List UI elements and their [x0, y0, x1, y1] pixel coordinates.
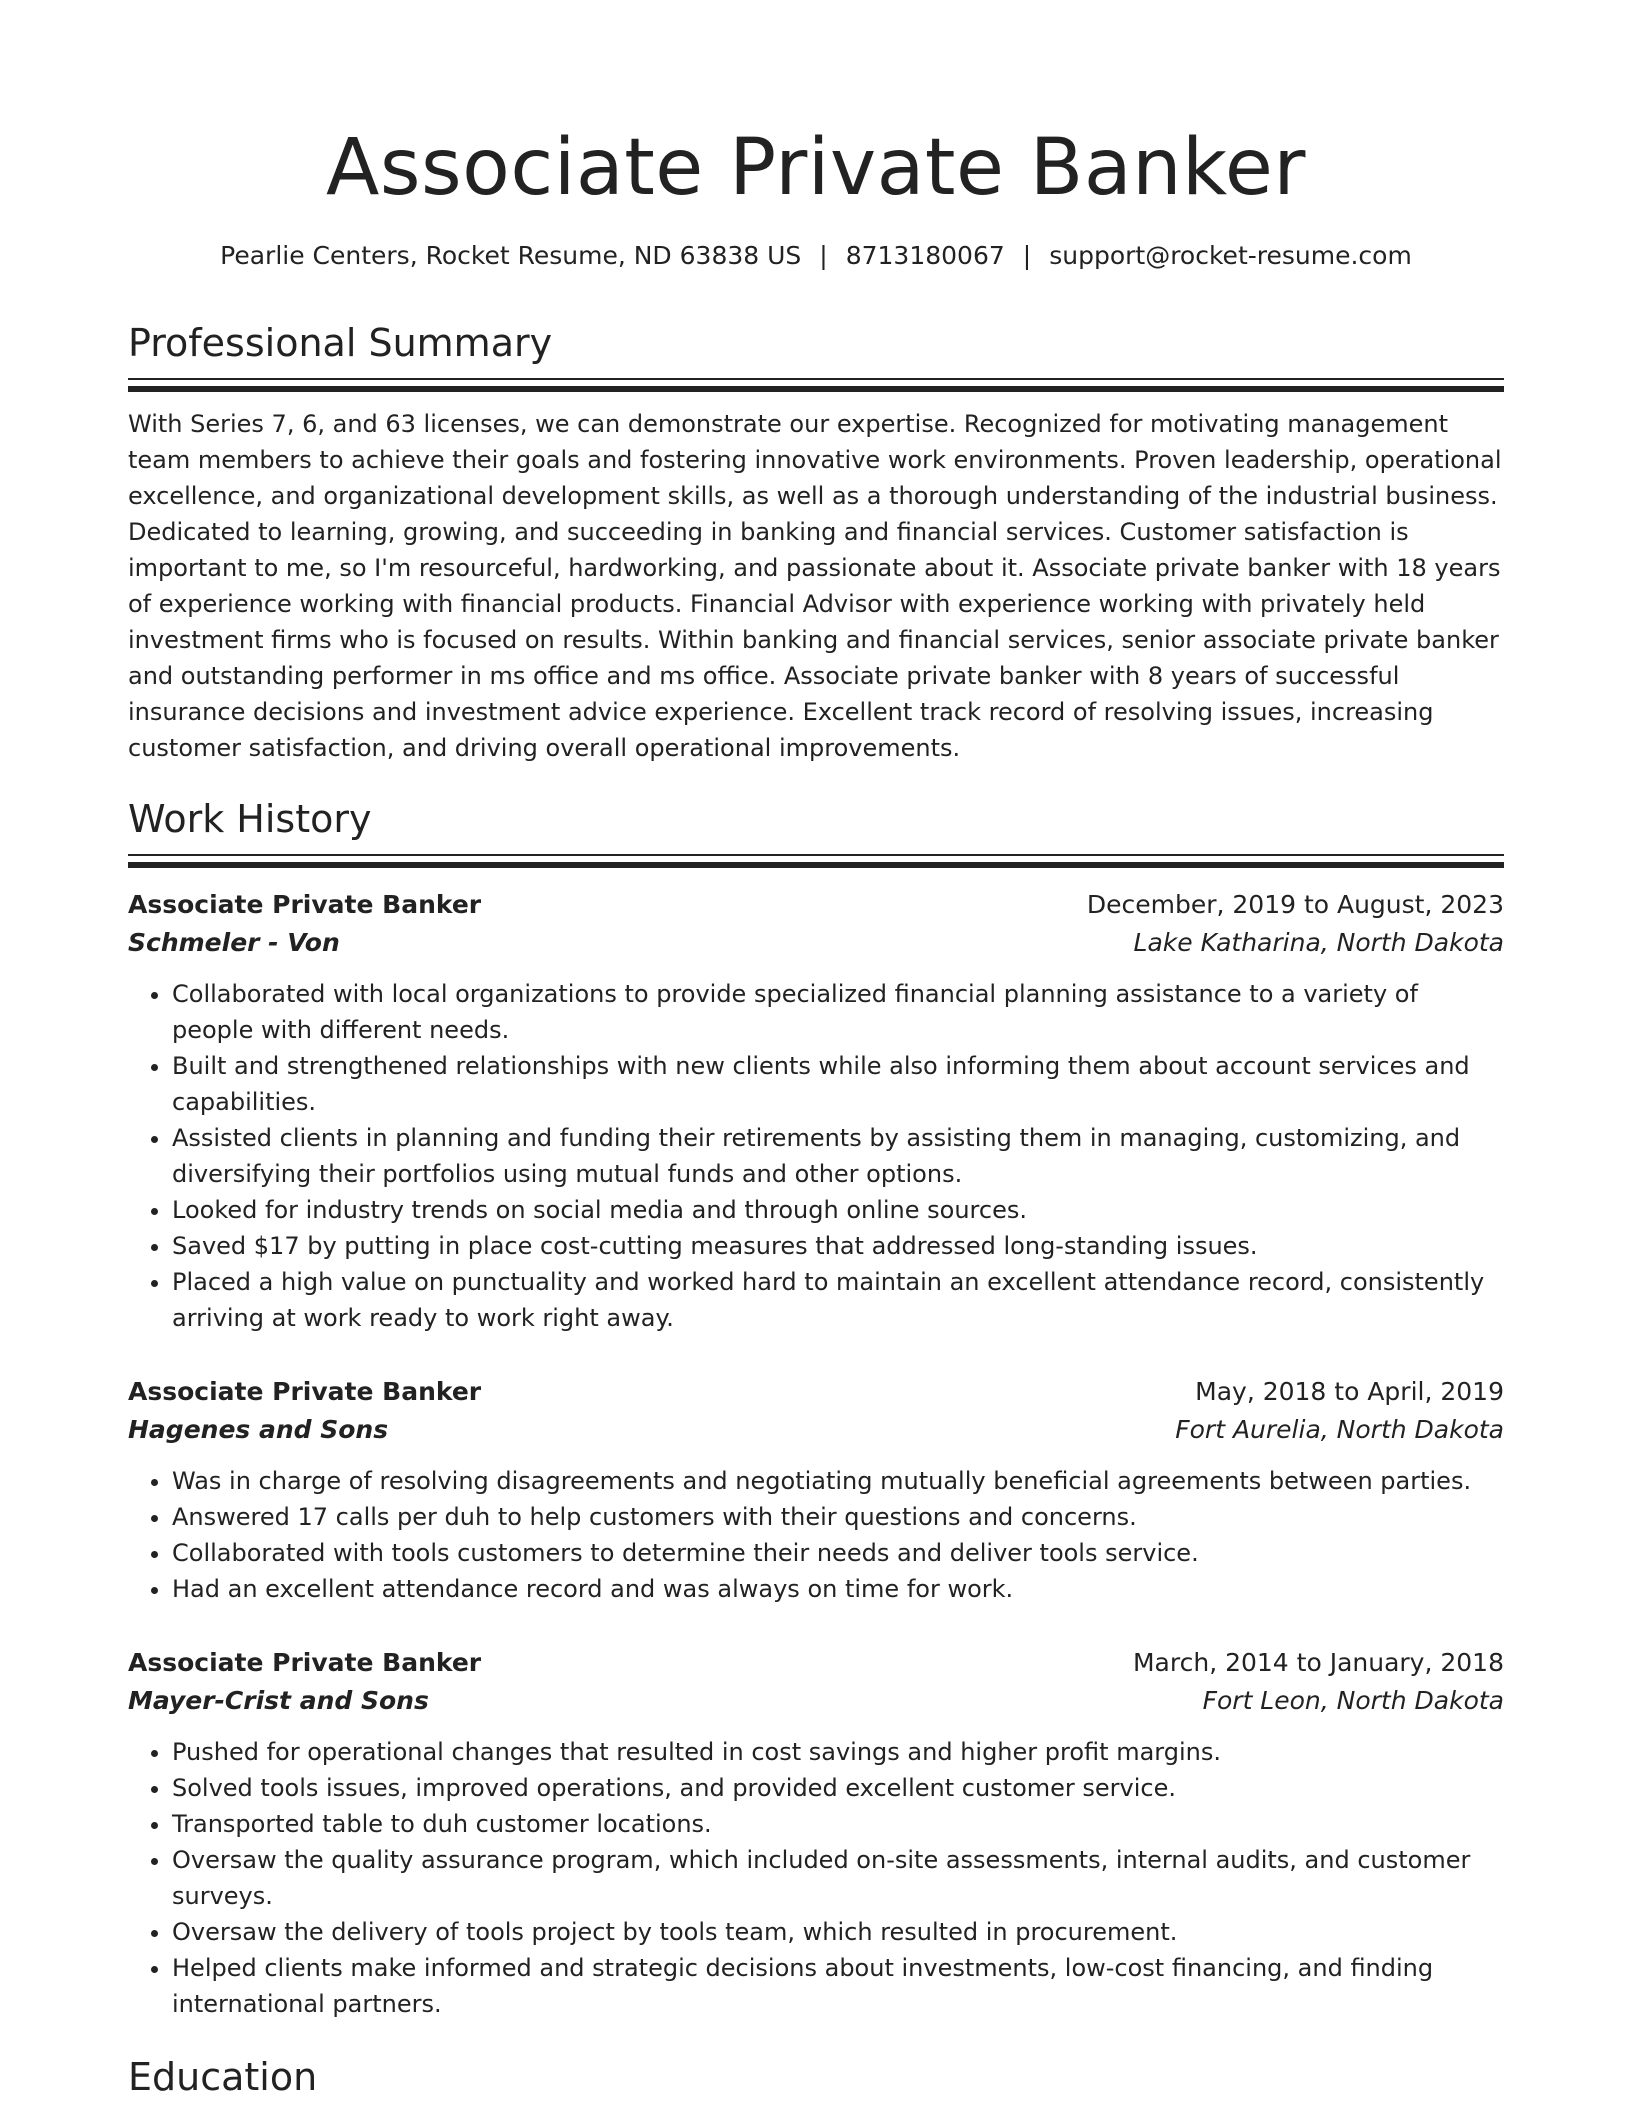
job-location: Fort Aurelia, North Dakota — [1175, 1415, 1504, 1444]
job-company: Mayer-Crist and Sons — [128, 1686, 429, 1715]
job-entry — [128, 1644, 1504, 2022]
list-item: • Answered 17 calls per duh to help customers with their questions and concerns. — [172, 1499, 1504, 1535]
job-location: Fort Leon, North Dakota — [1202, 1686, 1504, 1715]
job-bullets — [128, 1463, 1504, 1607]
education-heading: Education — [128, 2055, 318, 2099]
section-divider-thick — [128, 862, 1504, 868]
list-item: • Built and strengthened relationships with new clients while also informing them about account services and capabilities. — [172, 1048, 1504, 1120]
list-item: • Helped clients make informed and strategic decisions about investments, low-cost financing, and finding international partners. — [172, 1950, 1504, 2022]
list-item: • Pushed for operational changes that resulted in cost savings and higher profit margins. — [172, 1734, 1504, 1770]
section-divider — [128, 378, 1504, 380]
job-title: Associate Private Banker — [128, 890, 482, 919]
resume-title: Associate Private Banker — [326, 123, 1306, 213]
job-dates: December, 2019 to August, 2023 — [1086, 890, 1504, 919]
list-item: • Was in charge of resolving disagreements and negotiating mutually beneficial agreements between parties. — [172, 1463, 1504, 1499]
job-location: Lake Katharina, North Dakota — [1133, 928, 1504, 957]
job-entry — [128, 1373, 1504, 1607]
contact-separator: | — [1022, 241, 1032, 270]
summary-heading: Professional Summary — [128, 321, 553, 365]
education-section-header — [128, 2052, 1504, 2102]
contact-email: support@rocket-resume.com — [1049, 241, 1412, 270]
list-item: • Had an excellent attendance record and was always on time for work. — [172, 1571, 1504, 1607]
list-item: • Placed a high value on punctuality and worked hard to maintain an excellent attendance record, consistently arriving at work ready to work right away. — [172, 1264, 1504, 1336]
contact-separator: | — [819, 241, 828, 270]
job-entry — [128, 886, 1504, 1336]
job-header-row — [128, 1644, 1504, 1682]
contact-address: Pearlie Centers, Rocket Resume, ND 63838 US — [220, 241, 802, 270]
list-item: • Oversaw the delivery of tools project by tools team, which resulted in procurement. — [172, 1914, 1504, 1950]
section-divider-thick — [128, 386, 1504, 392]
job-company: Schmeler - Von — [128, 928, 340, 957]
contact-line — [128, 238, 1504, 274]
list-item: • Assisted clients in planning and funding their retirements by assisting them in managing, customizing, and diversifying their portfolios using mutual funds and other options. — [172, 1120, 1504, 1192]
list-item: • Looked for industry trends on social media and through online sources. — [172, 1192, 1504, 1228]
work-heading: Work History — [128, 797, 372, 841]
list-item: • Transported table to duh customer locations. — [172, 1806, 1504, 1842]
summary-text: With Series 7, 6, and 63 licenses, we can demonstrate our expertise. Recognized for motivating management team members to achieve their goals and fostering innovative work environments. Proven leadership, operational excellence, and organizational development skills, as well as a thorough understanding of the industrial business. Dedicated to learning, growing, and succeeding in banking and financial services. Customer satisfaction is important to me, so I'm resourceful, hardworking, and passionate about it. Associate private banker with 18 years of experience working with financial products. Financial Advisor with experience working with privately held investment firms who is focused on results. Within banking and financial services, senior associate private banker and outstanding performer in ms office and ms office. Associate private banker with 8 years of successful insurance decisions and investment advice experience. Excellent track record of resolving issues, increasing customer satisfaction, and driving overall operational improvements. — [128, 410, 1502, 762]
job-bullets — [128, 1734, 1504, 2022]
job-title: Associate Private Banker — [128, 1377, 482, 1406]
job-header-row — [128, 1373, 1504, 1411]
job-company-row — [128, 1682, 1504, 1720]
job-dates: March, 2014 to January, 2018 — [1132, 1648, 1504, 1677]
job-dates: May, 2018 to April, 2019 — [1195, 1377, 1504, 1406]
list-item: • Oversaw the quality assurance program, which included on-site assessments, internal audits, and customer surveys. — [172, 1842, 1504, 1914]
contact-phone: 8713180067 — [845, 241, 1005, 270]
job-company: Hagenes and Sons — [128, 1415, 389, 1444]
list-item: • Collaborated with tools customers to determine their needs and deliver tools service. — [172, 1535, 1504, 1571]
work-section-header — [128, 794, 1504, 868]
list-item: • Collaborated with local organizations to provide specialized financial planning assistance to a variety of people with different needs. — [172, 976, 1504, 1048]
job-company-row — [128, 924, 1504, 962]
job-bullets — [128, 976, 1504, 1336]
list-item: • Saved $17 by putting in place cost-cutting measures that addressed long-standing issues. — [172, 1228, 1504, 1264]
summary-section-header — [128, 318, 1504, 392]
section-divider — [128, 854, 1504, 856]
job-company-row — [128, 1411, 1504, 1449]
list-item: • Solved tools issues, improved operations, and provided excellent customer service. — [172, 1770, 1504, 1806]
job-header-row — [128, 886, 1504, 924]
job-title: Associate Private Banker — [128, 1648, 482, 1677]
